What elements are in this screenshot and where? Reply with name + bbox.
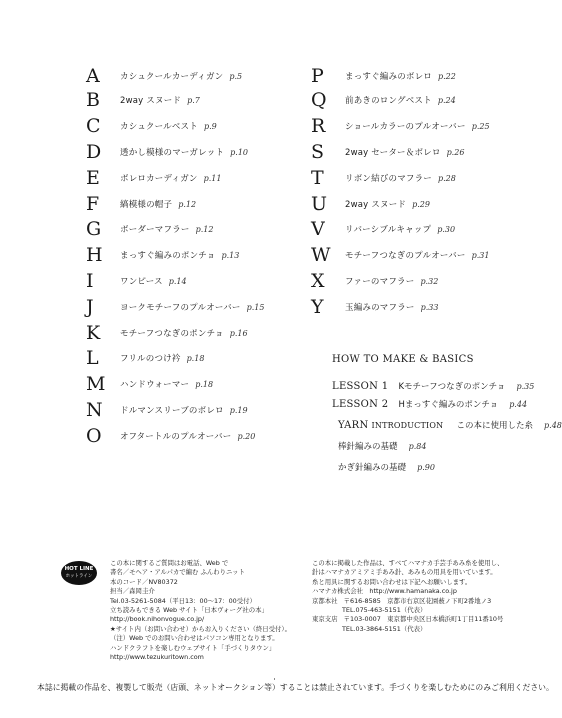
index-title: まっすぐ編みのボレロ (345, 72, 433, 82)
office-kyoto (312, 597, 503, 606)
index-item-L[interactable] (86, 348, 204, 368)
index-letter: I (86, 270, 94, 292)
hotline-label: HOT LINE (64, 566, 94, 572)
lesson-code: LESSON 2 (332, 399, 389, 410)
credit-line: ハマナカ株式会社 http://www.hamanaka.co.jp (312, 587, 457, 596)
index-item-T[interactable] (311, 168, 456, 188)
credit-link[interactable]: http://book.nihonvogue.co.jp/ (110, 615, 205, 624)
index-item-I[interactable] (86, 271, 187, 291)
office-address: 〒103-0007 東京都中央区日本橋浜町1丁目11番10号 (343, 615, 504, 624)
index-title: リボン結びのマフラー (345, 174, 433, 184)
index-letter: T (311, 167, 324, 189)
index-page: p.31 (471, 250, 490, 260)
index-page: p.20 (237, 431, 256, 441)
index-item-U[interactable] (311, 194, 430, 214)
index-title: ドルマンスリーブのボレロ (120, 406, 224, 416)
index-title: ヨークモチーフのプルオーバー (120, 303, 241, 313)
index-page: p.7 (187, 95, 200, 105)
index-page: p.24 (437, 95, 456, 105)
index-item-N[interactable] (86, 400, 248, 420)
index-item-J[interactable] (86, 297, 264, 317)
office-tokyo (312, 615, 503, 624)
index-page: p.12 (195, 224, 214, 234)
index-letter: C (86, 115, 101, 137)
hotline-badge (61, 561, 97, 585)
index-item-Q[interactable] (311, 90, 456, 110)
index-page: p.18 (186, 353, 205, 363)
index-page: p.13 (221, 250, 240, 260)
index-title: 透かし模様のマーガレット (120, 148, 225, 158)
credit-line: 立ち読みもできる Web サイト「日本ヴォーグ社の本」 (110, 606, 268, 615)
index-title: ハンドウォーマー (120, 380, 190, 390)
lesson-2[interactable] (332, 392, 527, 411)
basics-crochet[interactable] (338, 455, 435, 474)
index-letter: U (311, 193, 328, 215)
yarn-code-sub: INTRODUCTION (371, 421, 444, 430)
index-page: p.22 (438, 71, 456, 81)
credits-right (312, 559, 503, 634)
index-title: ボーダーマフラー (120, 225, 190, 235)
index-title: モチーフつなぎのプルオーバー (345, 251, 466, 261)
index-letter: R (311, 115, 326, 137)
lesson-1[interactable] (332, 374, 534, 393)
office-phone: TEL.03-3864-5151（代表） (342, 624, 427, 633)
index-letter: N (86, 399, 103, 421)
yarn-introduction[interactable] (338, 413, 562, 432)
index-letter: G (86, 218, 102, 240)
index-title: 2way セーター＆ボレロ (345, 148, 441, 158)
index-letter: S (311, 141, 325, 163)
credit-line: ★サイト内（お問い合わせ）からお入りください（終日受付）。 (110, 624, 292, 633)
office-name: 京都本社 (312, 596, 338, 605)
index-title: 前あきのロングベスト (345, 96, 432, 106)
index-letter: H (86, 244, 103, 266)
credit-link[interactable]: http://www.tezukuritown.com (110, 653, 204, 662)
index-title: カシュクールカーディガン (120, 72, 224, 82)
credit-line: この本に関するご質問はお電話、Web で (110, 559, 229, 567)
credit-line: 針はハマナカアミアミ手あみ針、あみもの用具を用いています。 (312, 568, 497, 577)
index-page: p.19 (229, 405, 248, 415)
index-item-X[interactable] (311, 271, 438, 291)
index-title: ショールカラーのプルオーバー (345, 122, 466, 132)
index-page: p.28 (438, 173, 456, 183)
index-item-H[interactable] (86, 245, 239, 265)
index-letter: K (86, 322, 101, 344)
index-page: p.32 (420, 276, 439, 286)
index-letter: A (86, 65, 100, 87)
credit-line: Tel.03-5261-5084（平日13：00～17：00受付） (110, 596, 256, 605)
office-phone: TEL.075-463-5151（代表） (342, 606, 427, 615)
index-letter: L (86, 347, 99, 369)
credits-left (110, 559, 291, 662)
index-letter: X (311, 270, 325, 292)
index-title: 玉編みのマフラー (345, 303, 415, 313)
lesson-title: Kモチーフつなぎのポンチョ (398, 382, 506, 392)
index-item-V[interactable] (311, 219, 455, 239)
index-item-F[interactable] (86, 194, 196, 214)
index-page: p.12 (178, 199, 197, 209)
index-item-P[interactable] (311, 66, 456, 86)
index-item-E[interactable] (86, 168, 221, 188)
office-address: 〒616-8585 京都市右京区花園薮ノ下町2番地ノ3 (343, 596, 492, 605)
index-title: ワンピース (120, 277, 163, 287)
index-title: モチーフつなぎのポンチョ (120, 329, 224, 339)
yarn-code: YARN (338, 420, 369, 431)
index-letter: Q (311, 89, 327, 111)
credit-line: ハンドクラフトを楽しむウェブサイト「手づくりタウン」 (110, 643, 276, 652)
index-title: ファーのマフラー (345, 277, 415, 287)
index-letter: M (86, 373, 106, 395)
index-item-S[interactable] (311, 142, 464, 162)
index-page: p.11 (203, 173, 222, 183)
index-page: p.9 (203, 121, 217, 131)
index-page: p.10 (230, 147, 248, 157)
index-letter: P (311, 65, 324, 87)
index-letter: F (86, 193, 100, 215)
index-letter: D (86, 141, 102, 163)
index-item-R[interactable] (311, 116, 490, 136)
yarn-title: この本に使用した糸 (456, 421, 533, 431)
copyright-notice: 本誌に掲載の作品を、複製して販売（店頭、ネットオークション等）することは禁止されています。手づくりを楽しむためにのみご利用ください。 (37, 683, 554, 692)
index-title: 縞模様の帽子 (120, 200, 173, 210)
credit-line: 書名／モヘア・アルパカで編む ふんわりニット (110, 568, 245, 577)
howto-title: HOW TO MAKE & BASICS (332, 354, 474, 365)
index-page: p.26 (446, 147, 465, 157)
index-page: p.5 (229, 71, 243, 81)
basics-page: p.90 (417, 463, 435, 472)
index-letter: W (311, 244, 331, 266)
basics-knitting[interactable] (338, 434, 426, 453)
index-page: p.29 (412, 199, 430, 209)
credit-line: この本に掲載した作品は、すべてハマナカ手芸手あみ糸を使用し、 (312, 559, 504, 567)
basics-title: かぎ針編みの基礎 (338, 463, 407, 473)
yarn-page: p.48 (544, 421, 562, 430)
index-letter: Y (311, 296, 324, 318)
index-item-B[interactable] (86, 90, 200, 110)
index-title: オフタートルのプルオーバー (120, 432, 232, 442)
lesson-page: p.35 (516, 382, 535, 391)
lesson-code: LESSON 1 (332, 381, 389, 392)
index-item-C[interactable] (86, 116, 217, 136)
index-page: p.18 (195, 379, 214, 389)
index-title: リバーシブルキャップ (345, 225, 432, 235)
lesson-title: Hまっすぐ編みのポンチョ (398, 400, 499, 410)
index-item-A[interactable] (86, 66, 242, 86)
index-title: まっすぐ編みのポンチョ (120, 251, 216, 261)
credit-line: 糸と用具に関するお問い合わせは下記へお願いします。 (312, 577, 472, 586)
index-page: p.25 (471, 121, 490, 131)
index-item-W[interactable] (311, 245, 489, 265)
index-letter: J (86, 296, 94, 318)
index-letter: B (86, 89, 100, 111)
index-title: 2way スヌード (120, 96, 182, 106)
index-item-M[interactable] (86, 374, 213, 394)
credit-line: （注）Web でのお問い合わせはパソコン専用となります。 (110, 634, 279, 643)
index-page: p.16 (229, 328, 248, 338)
hotline-sublabel: ホットライン (65, 574, 93, 579)
index-title: 2way スヌード (345, 200, 407, 210)
office-name: 東京支店 (312, 615, 338, 624)
lesson-page: p.44 (509, 400, 528, 409)
credit-line: 本のコード／NV80372 (110, 577, 178, 586)
index-letter: O (86, 425, 102, 447)
index-letter: V (311, 218, 325, 240)
divider-mark (274, 678, 275, 680)
basics-page: p.84 (408, 442, 427, 451)
index-item-K[interactable] (86, 323, 248, 343)
basics-title: 棒針編みの基礎 (338, 442, 398, 452)
index-page: p.33 (420, 302, 439, 312)
index-title: カシュクールベスト (120, 122, 198, 132)
index-page: p.14 (168, 276, 187, 286)
index-item-Y[interactable] (311, 297, 438, 317)
credit-line: 担当／森岡圭介 (110, 587, 155, 596)
index-item-O[interactable] (86, 426, 255, 446)
index-title: ボレロカーディガン (120, 174, 198, 184)
index-item-D[interactable] (86, 142, 248, 162)
index-page: p.15 (246, 302, 265, 312)
index-title: フリルのつけ衿 (120, 354, 181, 364)
index-page: p.30 (437, 224, 456, 234)
index-letter: E (86, 167, 100, 189)
index-item-G[interactable] (86, 219, 213, 239)
